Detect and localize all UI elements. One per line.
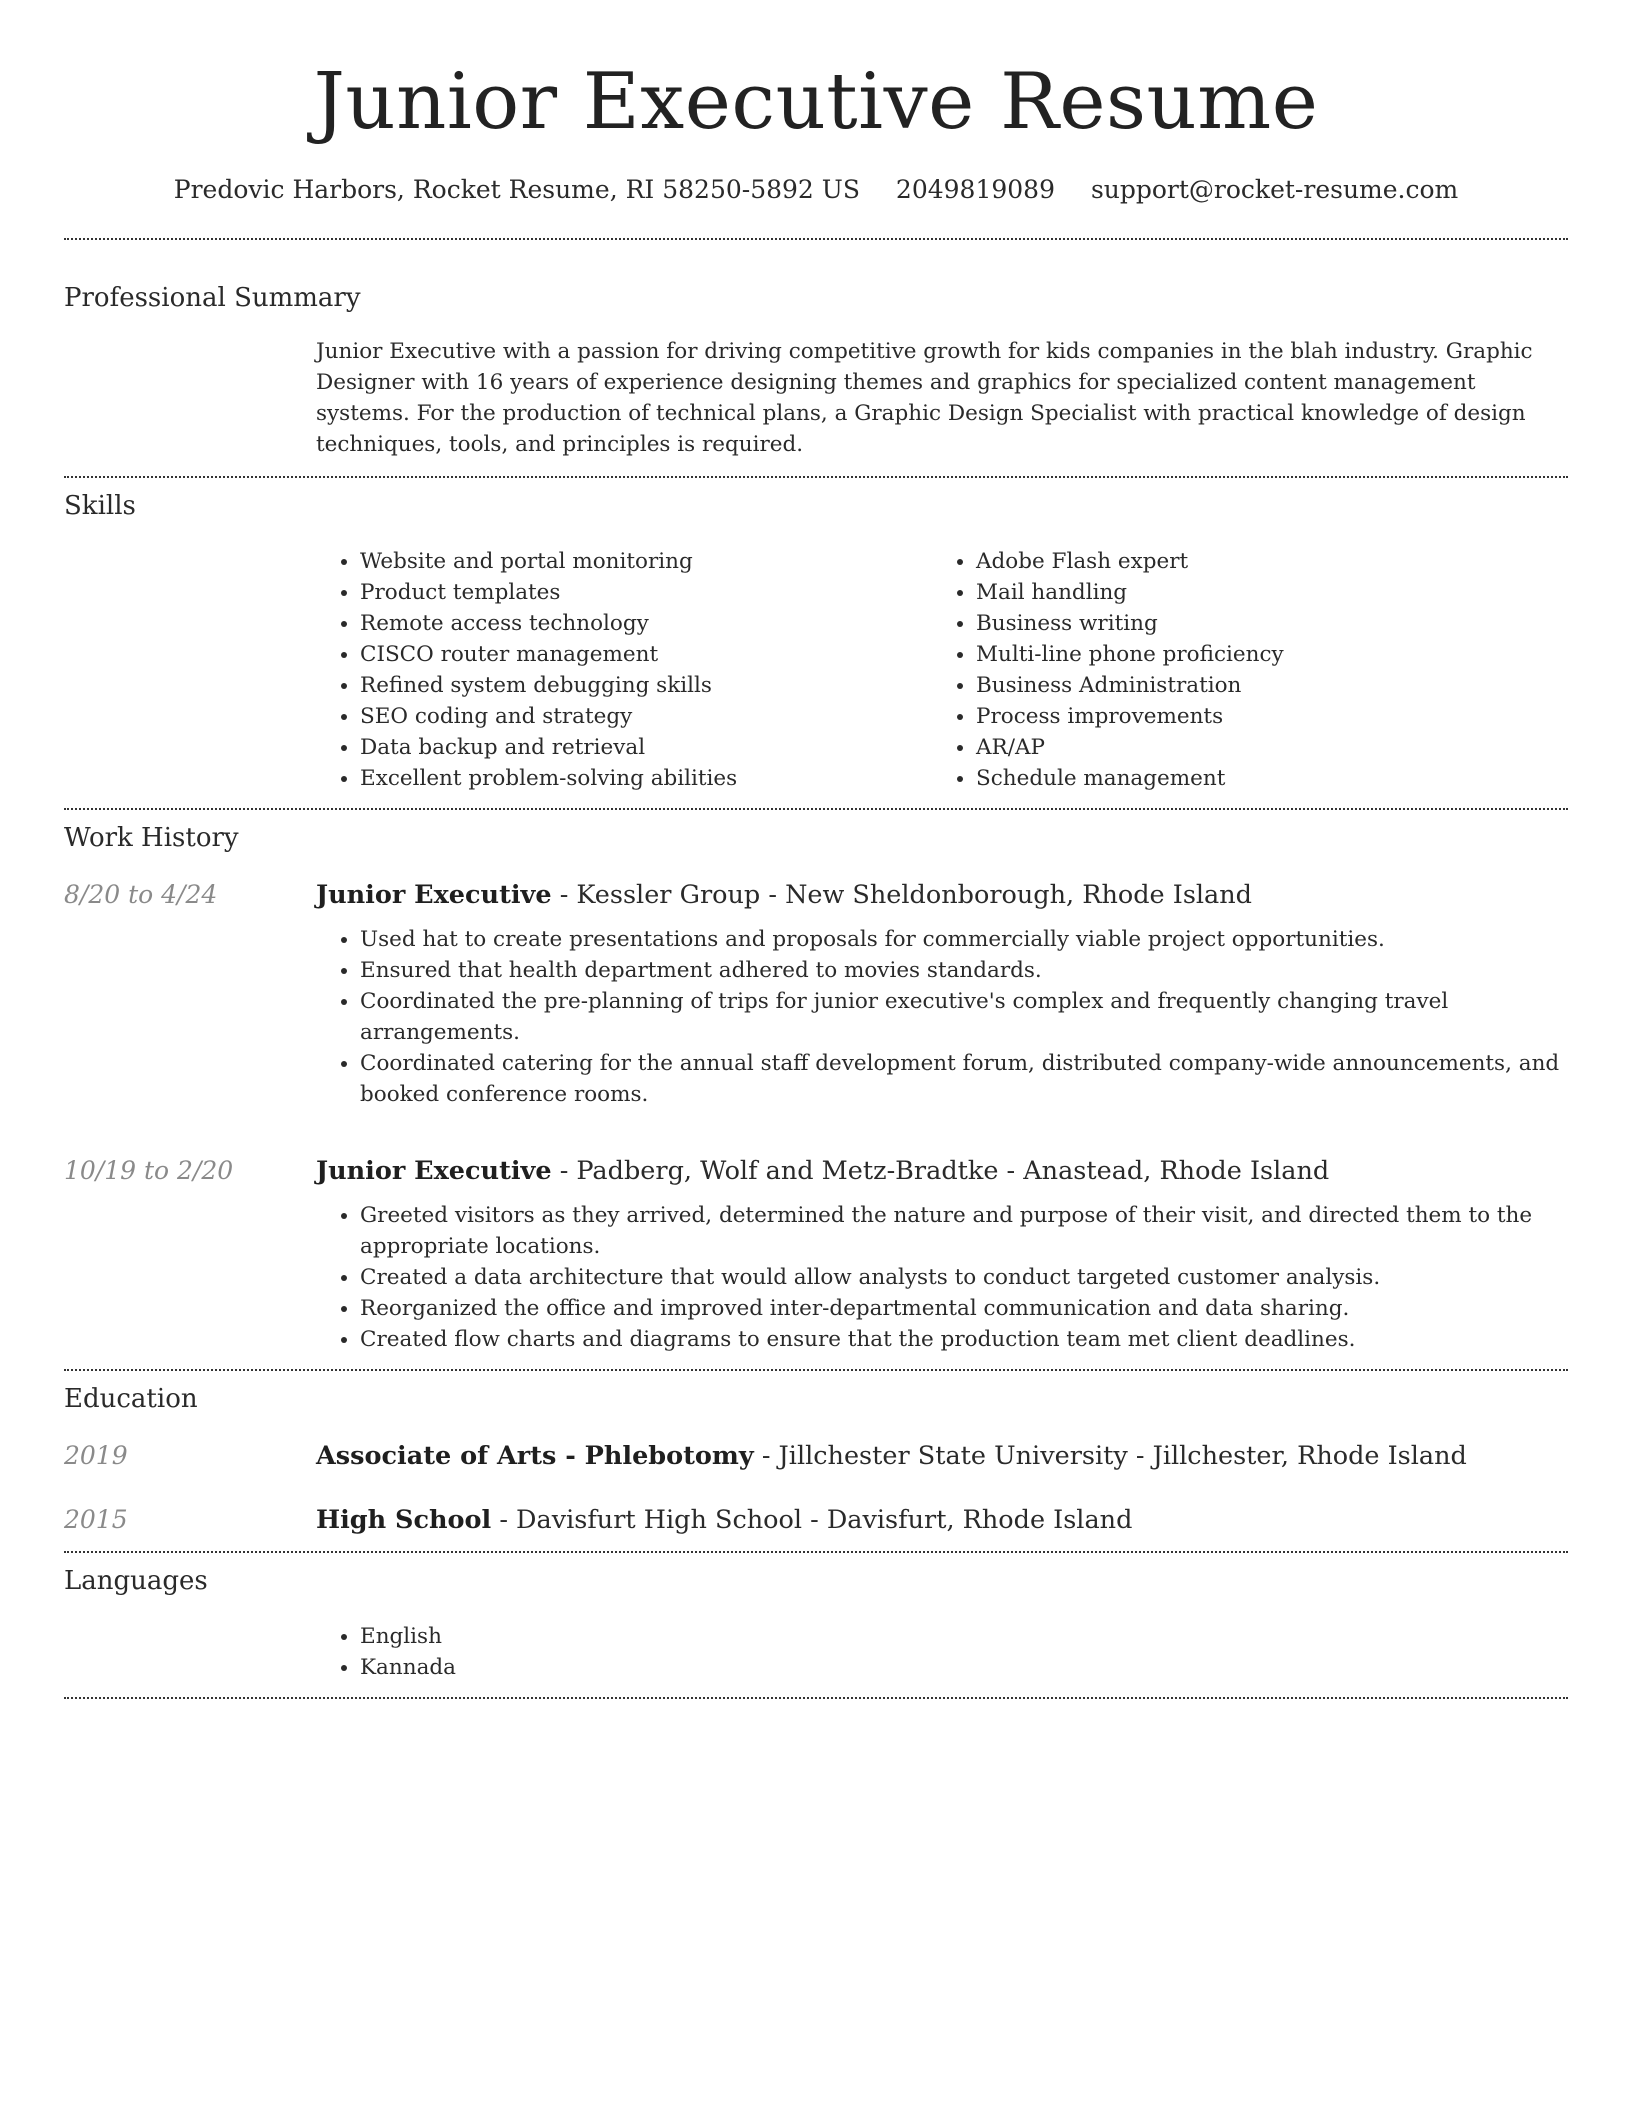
professional-summary-section bbox=[64, 240, 1568, 476]
job-bullet: • Greeted visitors as they arrived, determined the nature and purpose of their visit, and directed them to the appropriate locations. bbox=[360, 1200, 1568, 1262]
skill-item: • Data backup and retrieval bbox=[360, 732, 932, 763]
job-bullet: • Reorganized the office and improved inter-departmental communication and data sharing. bbox=[360, 1293, 1568, 1324]
resume-title: Junior Executive Resume bbox=[313, 57, 1319, 147]
contact-email: support@rocket-resume.com bbox=[1090, 175, 1459, 204]
skill-item: • Product templates bbox=[360, 577, 932, 608]
education-heading-line bbox=[316, 1503, 1132, 1537]
skill-item: • Process improvements bbox=[976, 701, 1548, 732]
job-heading bbox=[316, 1154, 1329, 1188]
languages-section bbox=[64, 1553, 1568, 1697]
skill-item: • Refined system debugging skills bbox=[360, 670, 932, 701]
spacer bbox=[64, 1110, 1568, 1132]
job-entry bbox=[64, 878, 1568, 912]
skill-item: • Schedule management bbox=[976, 763, 1548, 794]
job-heading bbox=[316, 878, 1252, 912]
job-bullets bbox=[316, 924, 1568, 1110]
skill-item: • AR/AP bbox=[976, 732, 1548, 763]
job-details: - Padberg, Wolf and Metz-Bradtke - Anastead, Rhode Island bbox=[551, 1156, 1330, 1186]
skill-item: • Business Administration bbox=[976, 670, 1548, 701]
education-heading: Education bbox=[64, 1384, 198, 1414]
contact-line bbox=[64, 172, 1568, 208]
skills-list-right bbox=[932, 546, 1548, 794]
education-heading-line bbox=[316, 1439, 1467, 1473]
skill-item: • SEO coding and strategy bbox=[360, 701, 932, 732]
education-degree: High School bbox=[316, 1505, 492, 1535]
skill-item: • Adobe Flash expert bbox=[976, 546, 1548, 577]
job-bullet: • Coordinated catering for the annual staff development forum, distributed company-wide announcements, and booked conference rooms. bbox=[360, 1048, 1568, 1110]
job-entry bbox=[64, 1154, 1568, 1188]
skill-item: • Mail handling bbox=[976, 577, 1548, 608]
skill-item: • Remote access technology bbox=[360, 608, 932, 639]
education-entry bbox=[64, 1439, 1568, 1473]
contact-address: Predovic Harbors, Rocket Resume, RI 58250-5892 US bbox=[173, 175, 860, 204]
contact-phone: 2049819089 bbox=[895, 175, 1055, 204]
professional-summary-text: Junior Executive with a passion for driving competitive growth for kids companies in the blah industry. Graphic Designer with 16 years of experience designing themes and graphics for specialized content management systems. For the production of technical plans, a Graphic Design Specialist with practical knowledge of design techniques, tools, and principles is required. bbox=[316, 339, 1533, 457]
language-item: • Kannada bbox=[360, 1652, 1568, 1683]
job-bullet: • Used hat to create presentations and proposals for commercially viable project opportunities. bbox=[360, 924, 1568, 955]
education-details: - Davisfurt High School - Davisfurt, Rhode Island bbox=[491, 1505, 1133, 1535]
education-year: 2015 bbox=[64, 1505, 128, 1534]
job-dates: 8/20 to 4/24 bbox=[64, 880, 218, 909]
work-history-section bbox=[64, 810, 1568, 1369]
language-item: • English bbox=[360, 1621, 1568, 1652]
languages-heading: Languages bbox=[64, 1566, 208, 1596]
job-title: Junior Executive bbox=[316, 880, 552, 910]
job-bullets bbox=[316, 1200, 1568, 1355]
education-year: 2019 bbox=[64, 1441, 128, 1470]
job-bullet: • Coordinated the pre-planning of trips for junior executive's complex and frequently changing travel arrangements. bbox=[360, 986, 1568, 1048]
work-history-heading: Work History bbox=[64, 823, 239, 853]
education-section bbox=[64, 1371, 1568, 1551]
education-details: - Jillchester State University - Jillchester, Rhode Island bbox=[753, 1441, 1467, 1471]
section-divider bbox=[64, 1697, 1568, 1699]
skill-item: • CISCO router management bbox=[360, 639, 932, 670]
job-bullet: • Created a data architecture that would allow analysts to conduct targeted customer analysis. bbox=[360, 1262, 1568, 1293]
skills-grid bbox=[316, 546, 1568, 794]
job-dates: 10/19 to 2/20 bbox=[64, 1156, 234, 1185]
education-degree: Associate of Arts - Phlebotomy bbox=[316, 1441, 754, 1471]
skill-item: • Website and portal monitoring bbox=[360, 546, 932, 577]
job-title: Junior Executive bbox=[316, 1156, 552, 1186]
skills-heading: Skills bbox=[64, 491, 136, 521]
skill-item: • Excellent problem-solving abilities bbox=[360, 763, 932, 794]
professional-summary-heading: Professional Summary bbox=[64, 283, 361, 313]
skill-item: • Multi-line phone proficiency bbox=[976, 639, 1548, 670]
job-details: - Kessler Group - New Sheldonborough, Rhode Island bbox=[551, 880, 1253, 910]
languages-list bbox=[316, 1621, 1568, 1683]
skills-list-left bbox=[316, 546, 932, 794]
job-bullet: • Created flow charts and diagrams to ensure that the production team met client deadlines. bbox=[360, 1324, 1568, 1355]
skills-section bbox=[64, 478, 1568, 808]
skill-item: • Business writing bbox=[976, 608, 1548, 639]
job-bullet: • Ensured that health department adhered to movies standards. bbox=[360, 955, 1568, 986]
education-entry bbox=[64, 1503, 1568, 1537]
